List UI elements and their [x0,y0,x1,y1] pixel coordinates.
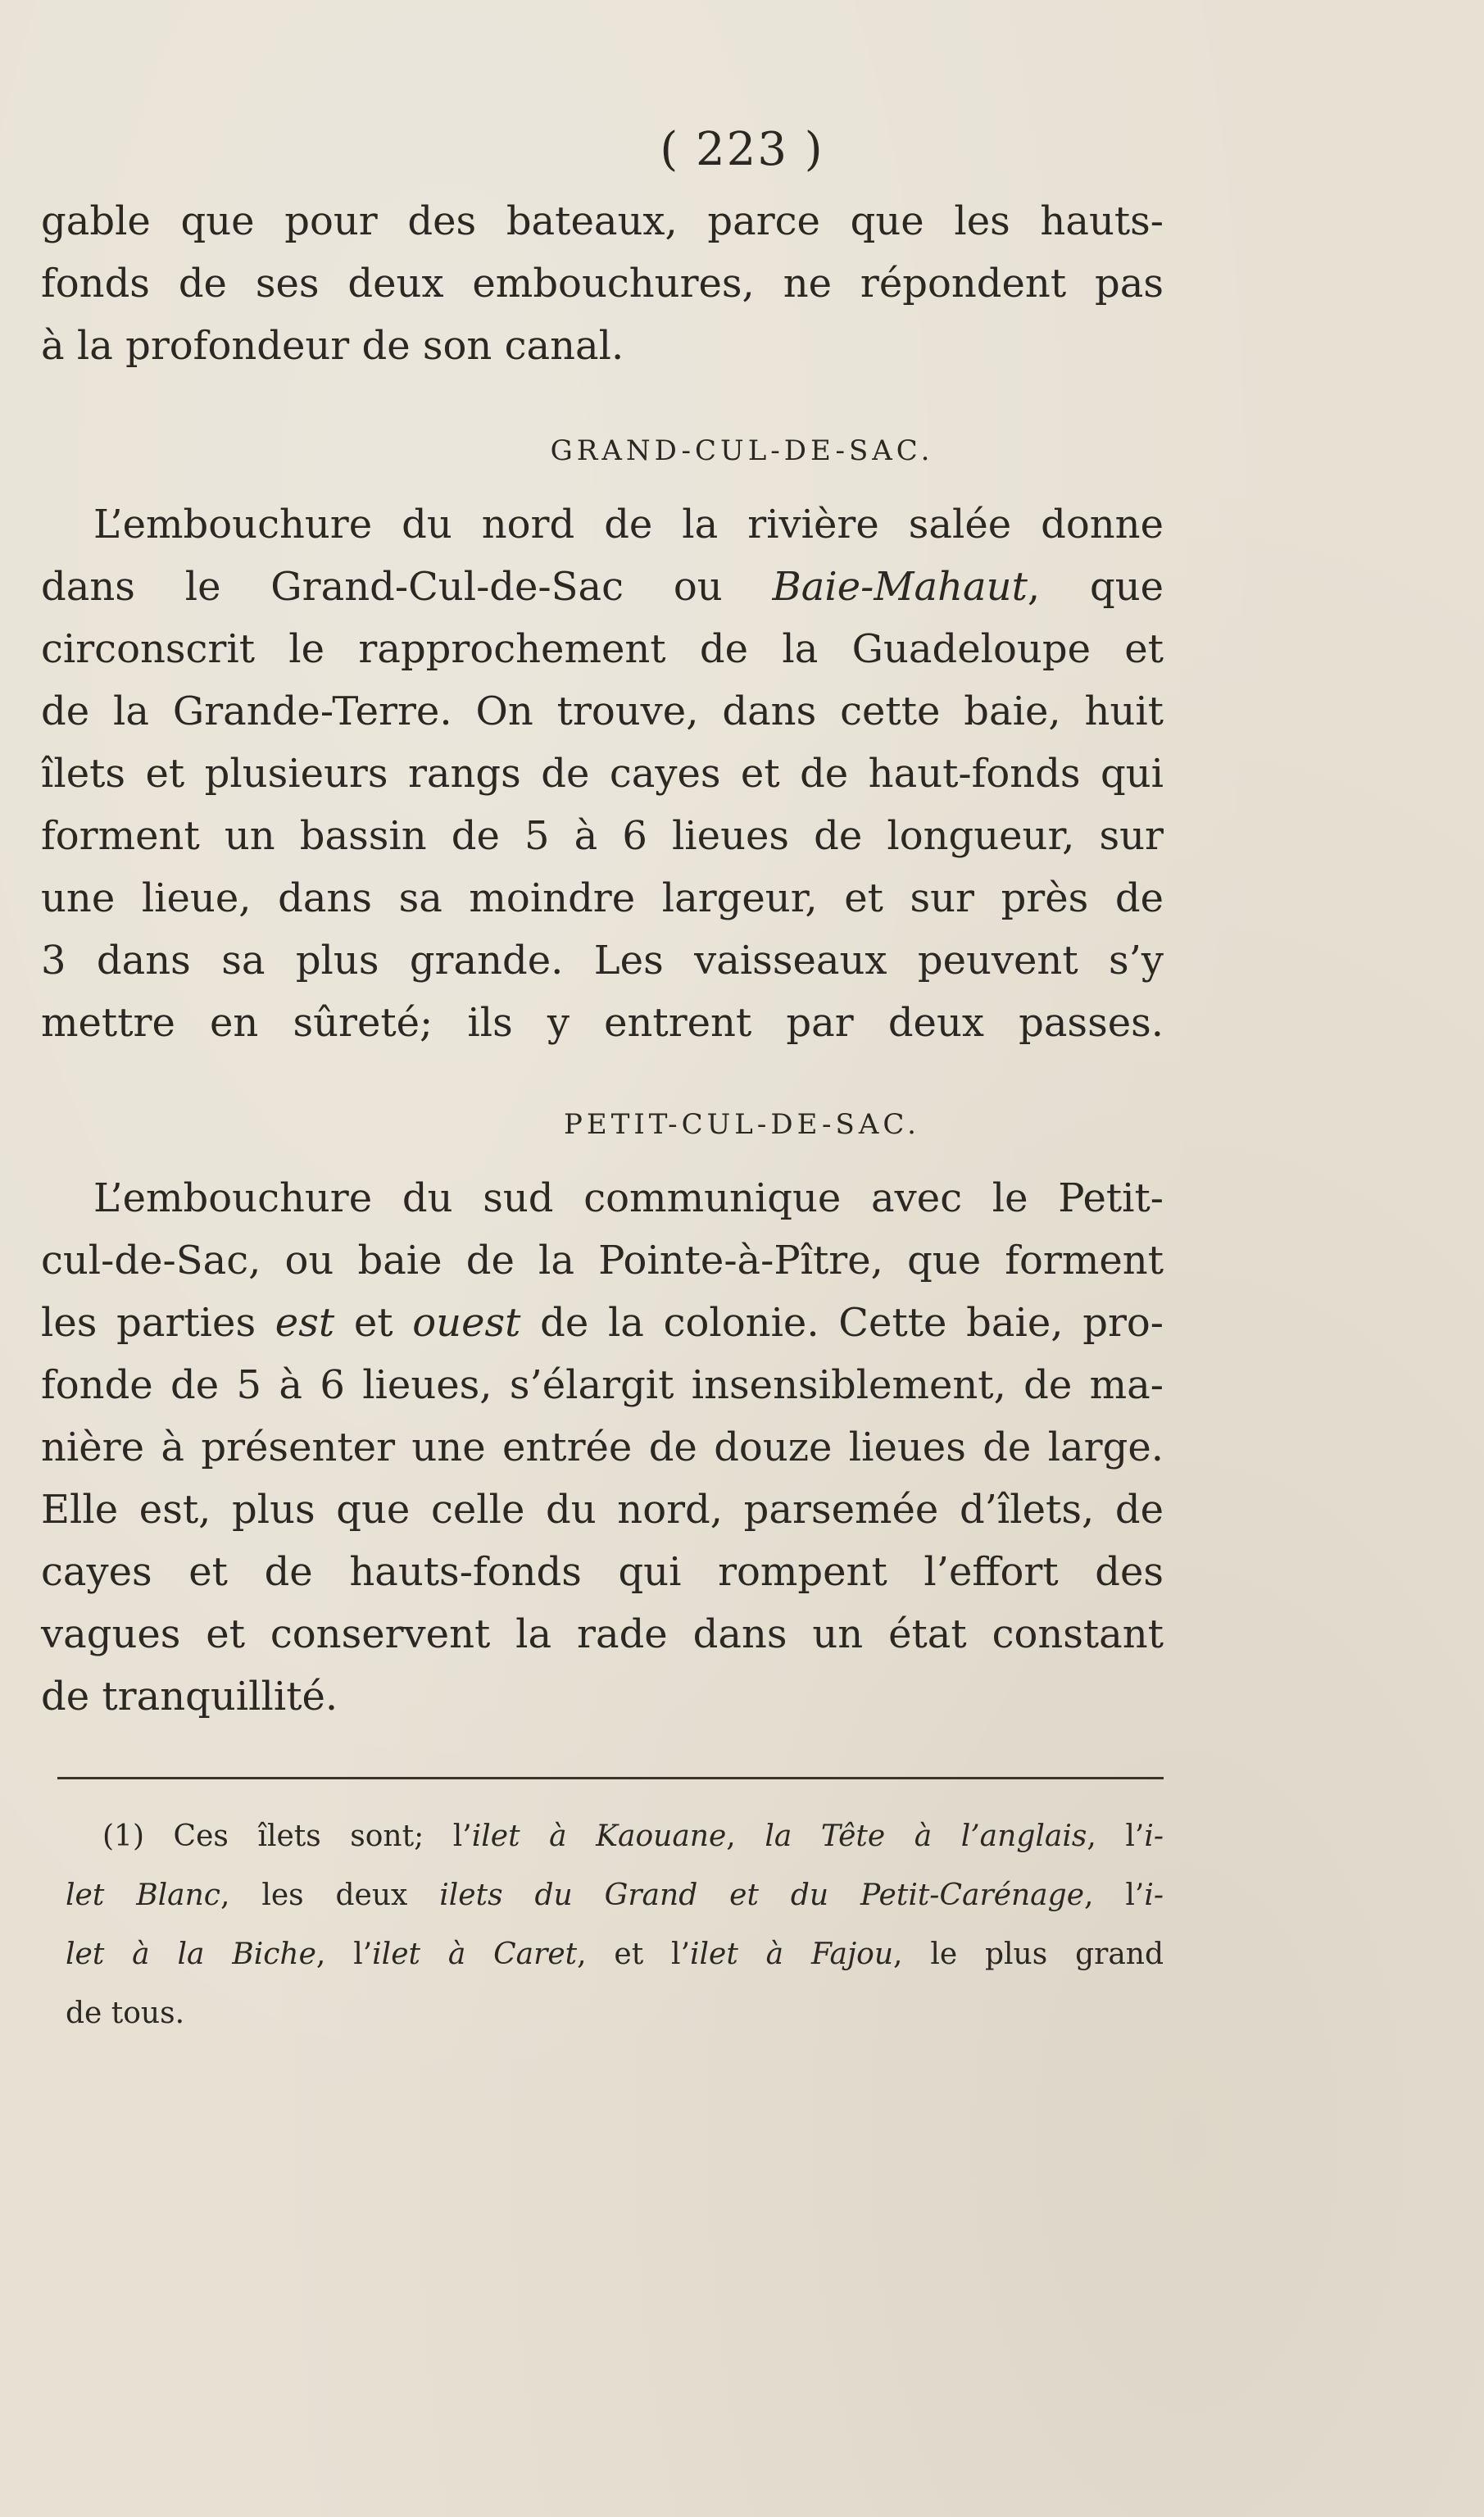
footnote-line [66,1807,1164,1866]
text-line: fonds de ses deux embouchures, ne répondent pas [41,261,1164,307]
text-line: gable que pour des bateaux, parce que les hauts- [41,198,1164,244]
italic-text: la Tête à l’anglais [765,1820,1087,1853]
text-line [41,493,1164,556]
footnote-divider [57,1777,1164,1779]
text-segment: de tous. [66,1997,185,2030]
italic-text: let à la Biche [66,1938,316,1971]
italic-text: let Blanc [66,1879,220,1912]
text-segment: de tranquillité. [41,1674,338,1720]
footnote-line [66,1984,1164,2043]
text-segment: de la colonie. Cette baie, pro- [520,1300,1164,1346]
text-segment: L’embouchure du nord de la rivière salée donne [93,502,1164,547]
footnote-line [66,1925,1164,1984]
text-line [41,805,1164,867]
italic-text: ilet à Fajou [690,1938,894,1971]
text-line [41,743,1164,805]
text-segment: et [334,1300,413,1346]
text-segment: 3 dans sa plus grande. Les vaisseaux peuvent s’y [41,938,1164,984]
text-segment: , l’ [315,1938,373,1971]
text-segment: , [726,1820,765,1853]
text-segment: , l’ [1087,1820,1145,1853]
text-segment: fonde de 5 à 6 lieues, s’élargit insensiblement, de ma- [41,1362,1164,1408]
text-line [41,1167,1164,1229]
text-line [41,556,1164,618]
italic-text: ouest [412,1300,521,1346]
text-segment: mettre en sûreté; ils y entrent par deux passes. [41,1000,1164,1046]
italic-text: ilet à Caret [372,1938,578,1971]
text-line [41,1354,1164,1416]
text-segment: une lieue, dans sa moindre largeur, et sur près de [41,875,1164,921]
section-heading-grand-cul-de-sac: GRAND-CUL-DE-SAC. [550,434,934,467]
italic-text: Baie-Mahaut [772,564,1028,610]
text-line [41,1665,1164,1728]
text-segment: circonscrit le rapprochement de la Guadeloupe et [41,626,1164,672]
text-line [41,618,1164,680]
text-segment: nière à présenter une entrée de douze lieues de large. [41,1424,1164,1470]
footnote-line [66,1866,1164,1925]
text-segment: , que [1027,564,1164,610]
italic-text: ilet à Kaouane [471,1820,727,1853]
text-segment: îlets et plusieurs rangs de cayes et de haut-fonds qui [41,751,1164,797]
text-segment: L’embouchure du sud communique avec le Petit- [93,1175,1164,1221]
text-segment: cayes et de hauts-fonds qui rompent l’effort des [41,1549,1164,1595]
text-segment: (1) Ces îlets sont; l’ [102,1820,472,1853]
footnote [66,1807,1164,2043]
text-line [41,992,1164,1054]
text-line [41,867,1164,929]
text-segment: Elle est, plus que celle du nord, parsemée d’îlets, de [41,1487,1164,1533]
text-line [41,1292,1164,1354]
text-segment: , et l’ [577,1938,691,1971]
text-line [41,1603,1164,1665]
text-segment: les parties [41,1300,275,1346]
text-line [41,1541,1164,1603]
text-segment: cul-de-Sac, ou baie de la Pointe-à-Pître, que forment [41,1238,1164,1283]
section2-paragraph [41,1167,1164,1728]
page-number: ( 223 ) [660,123,824,176]
text-segment: de la Grande-Terre. On trouve, dans cette baie, huit [41,688,1164,734]
text-segment: dans le Grand-Cul-de-Sac ou [41,564,773,610]
text-line [41,929,1164,992]
italic-text: i- [1144,1820,1164,1853]
text-segment: vagues et conservent la rade dans un état constant [41,1611,1164,1657]
italic-text: est [275,1300,335,1346]
section1-paragraph [41,493,1164,1054]
text-segment: , les deux [220,1879,440,1912]
intro-paragraph [41,190,1164,377]
section-heading-petit-cul-de-sac: PETIT-CUL-DE-SAC. [564,1108,920,1141]
text-segment: , le plus grand [893,1938,1164,1971]
text-line: à la profondeur de son canal. [41,323,624,369]
text-line [41,1229,1164,1292]
text-segment: forment un bassin de 5 à 6 lieues de longueur, sur [41,813,1164,859]
text-line [41,1416,1164,1479]
text-line [41,680,1164,743]
italic-text: i- [1144,1879,1164,1912]
text-segment: , l’ [1084,1879,1145,1912]
text-line [41,1479,1164,1541]
italic-text: ilets du Grand et du Petit-Carénage [439,1879,1084,1912]
